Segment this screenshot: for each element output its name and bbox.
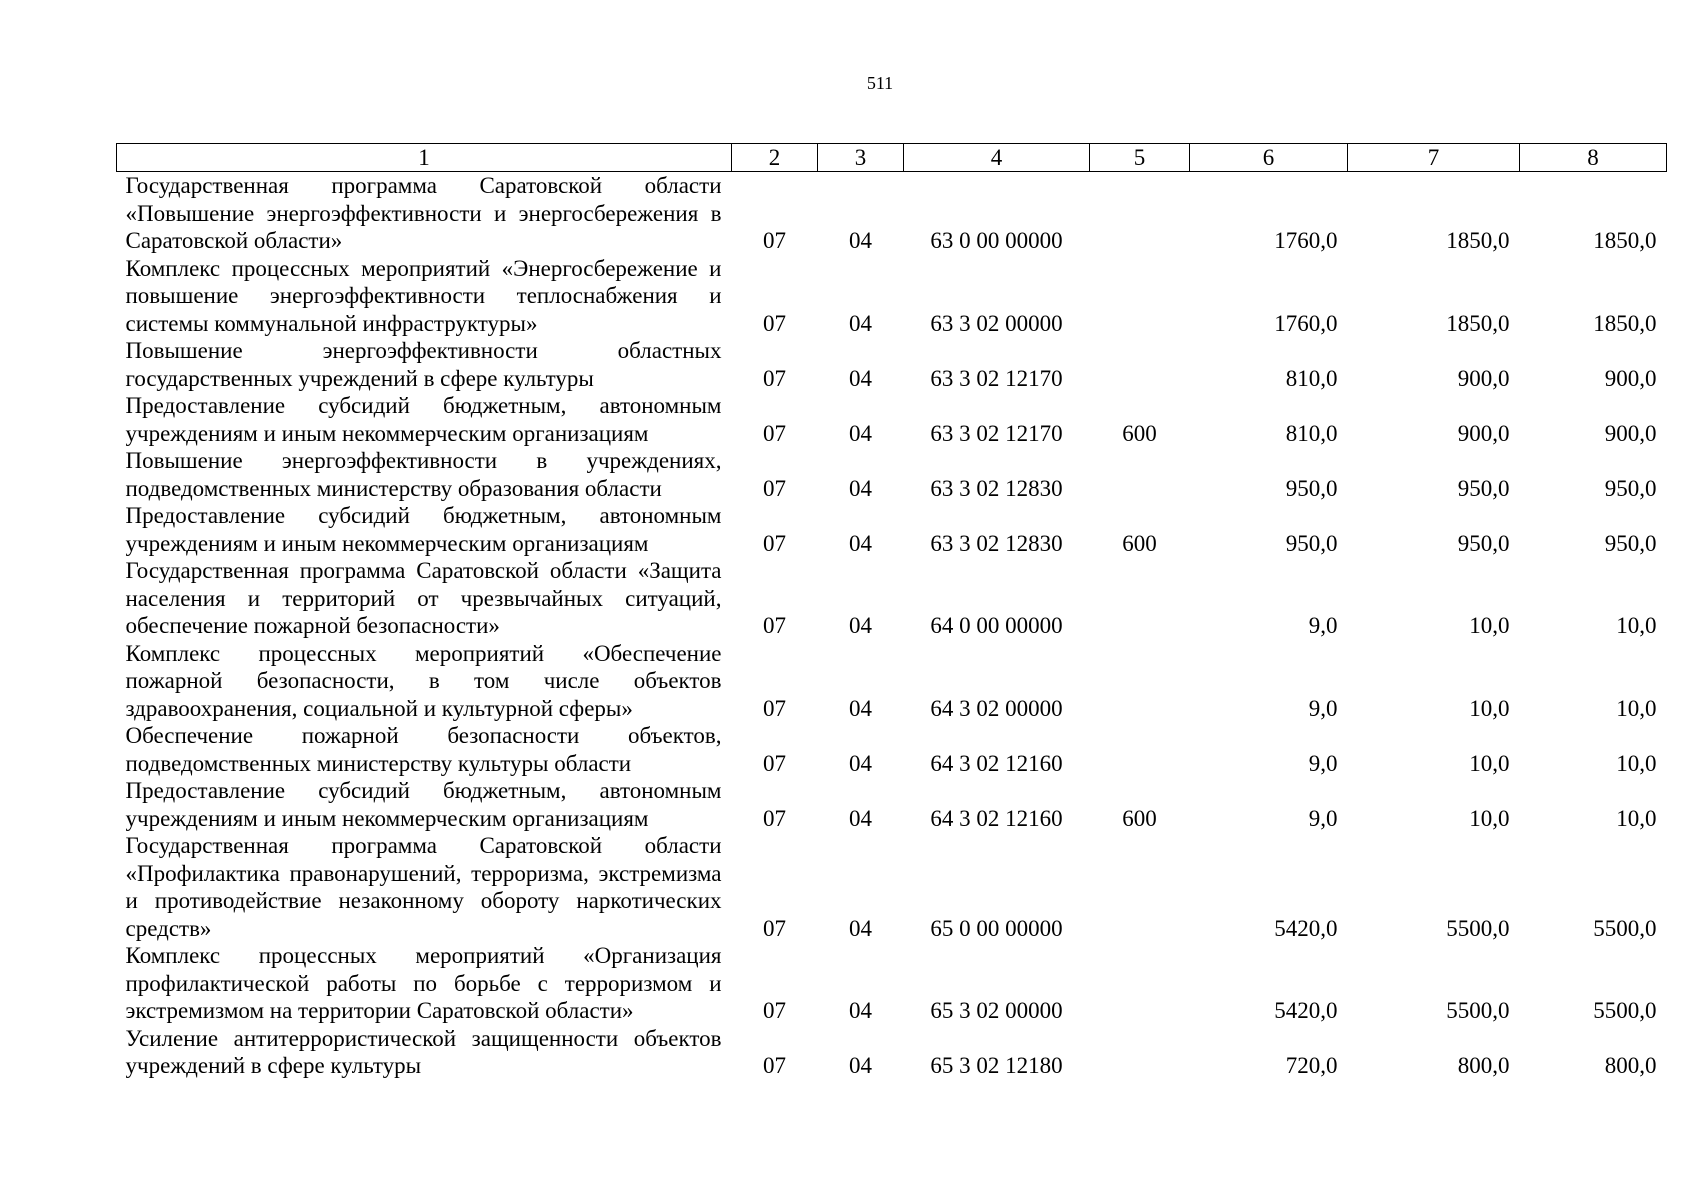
amount-col-7: 950,0 [1457,530,1510,556]
amount-col-7: 10,0 [1469,805,1510,831]
subsection-code: 04 [849,695,872,721]
expense-type-code [1090,942,1190,1025]
expense-type-code: 600 [1122,805,1157,831]
amount-col-6: 810,0 [1285,420,1338,446]
amount-col-8: 10,0 [1616,805,1657,831]
amount-col-6: 1760,0 [1274,228,1338,253]
expense-type-code [1090,557,1190,640]
expense-type-code [1090,172,1190,255]
column-header: 4 [904,144,1090,172]
subsection-code: 04 [849,310,872,336]
table-row [117,337,1667,392]
item-name: Усиление антитеррористической защищенности объектов учреждений в сфере культуры [125,1025,722,1078]
amount-col-6: 9,0 [1308,750,1338,776]
section-code: 07 [763,228,786,253]
column-header: 5 [1090,144,1190,172]
table-row [117,172,1667,255]
item-name: Государственная программа Саратовской области «Профилактика правонарушений, терроризма, экстремизма и противодействие незаконному обороту наркотических средств» [125,833,722,941]
subsection-code: 04 [849,750,872,776]
item-name: Повышение энергоэффективности областных государственных учреждений в сфере культуры [125,338,722,391]
section-code: 07 [763,1053,786,1078]
item-name: Предоставление субсидий бюджетным, автономным учреждениям и иным некоммерческим организациям [125,393,722,446]
expense-type-code: 600 [1122,420,1157,446]
amount-col-8: 10,0 [1616,750,1657,776]
section-code: 07 [763,365,786,391]
amount-col-7: 900,0 [1457,420,1510,446]
amount-col-8: 800,0 [1604,1053,1657,1078]
subsection-code: 04 [849,530,872,556]
subsection-code: 04 [849,365,872,391]
expense-type-code [1090,337,1190,392]
subsection-code: 04 [849,475,872,501]
column-header: 2 [732,144,818,172]
subsection-code: 04 [849,1053,872,1078]
item-name: Комплекс процессных мероприятий «Обеспечение пожарной безопасности, в том числе объектов здравоохранения, социальной и культурной сферы» [125,640,722,721]
item-name: Повышение энергоэффективности в учреждениях, подведомственных министерству образования области [125,448,722,501]
expense-type-code [1090,447,1190,502]
table-row [117,557,1667,640]
amount-col-6: 5420,0 [1274,915,1338,941]
amount-col-7: 5500,0 [1446,998,1510,1023]
amount-col-6: 720,0 [1285,1053,1338,1078]
column-header: 1 [117,144,732,172]
target-article-code: 65 0 00 00000 [930,915,1063,941]
section-code: 07 [763,998,786,1023]
amount-col-6: 9,0 [1308,805,1338,831]
target-article-code: 65 3 02 00000 [930,998,1063,1023]
target-article-code: 64 3 02 12160 [930,805,1063,831]
expense-type-code [1090,255,1190,338]
amount-col-8: 900,0 [1604,420,1657,446]
subsection-code: 04 [849,915,872,941]
column-header: 3 [818,144,904,172]
amount-col-7: 10,0 [1469,613,1510,638]
table-row [117,640,1667,723]
table-row [117,722,1667,777]
section-code: 07 [763,420,786,446]
amount-col-7: 1850,0 [1446,310,1510,336]
budget-table [116,143,1667,1080]
subsection-code: 04 [849,805,872,831]
section-code: 07 [763,530,786,556]
expense-type-code: 600 [1122,530,1157,556]
subsection-code: 04 [849,613,872,638]
table-row [117,392,1667,447]
table-row [117,777,1667,832]
amount-col-6: 950,0 [1285,530,1338,556]
amount-col-6: 5420,0 [1274,998,1338,1023]
amount-col-8: 1850,0 [1593,228,1657,253]
column-header: 6 [1190,144,1348,172]
item-name: Предоставление субсидий бюджетным, автономным учреждениям и иным некоммерческим организациям [125,503,722,556]
amount-col-6: 9,0 [1308,695,1338,721]
target-article-code: 63 3 02 12170 [930,420,1063,446]
section-code: 07 [763,695,786,721]
amount-col-7: 950,0 [1457,475,1510,501]
amount-col-8: 5500,0 [1593,998,1657,1023]
column-number-row [117,144,1667,172]
amount-col-7: 900,0 [1457,365,1510,391]
amount-col-6: 950,0 [1285,475,1338,501]
amount-col-8: 5500,0 [1593,915,1657,941]
amount-col-8: 10,0 [1616,695,1657,721]
amount-col-8: 950,0 [1604,530,1657,556]
amount-col-6: 1760,0 [1274,310,1338,336]
item-name: Комплекс процессных мероприятий «Энергосбережение и повышение энергоэффективности теплоснабжения и системы коммунальной инфраструктуры» [125,255,722,336]
column-header: 8 [1520,144,1667,172]
section-code: 07 [763,310,786,336]
amount-col-7: 10,0 [1469,750,1510,776]
table-row [117,447,1667,502]
item-name: Предоставление субсидий бюджетным, автономным учреждениям и иным некоммерческим организациям [125,778,722,831]
amount-col-8: 10,0 [1616,613,1657,638]
target-article-code: 64 3 02 12160 [930,750,1063,776]
target-article-code: 65 3 02 12180 [930,1053,1063,1078]
expense-type-code [1090,1025,1190,1080]
item-name: Государственная программа Саратовской области «Повышение энергоэффективности и энергосбережения в Саратовской области» [125,173,722,253]
subsection-code: 04 [849,228,872,253]
amount-col-6: 810,0 [1285,365,1338,391]
table-row [117,832,1667,942]
item-name: Обеспечение пожарной безопасности объектов, подведомственных министерству культуры области [125,723,722,776]
amount-col-6: 9,0 [1308,613,1338,638]
amount-col-7: 10,0 [1469,695,1510,721]
section-code: 07 [763,805,786,831]
amount-col-7: 1850,0 [1446,228,1510,253]
column-header: 7 [1348,144,1520,172]
table-row [117,1025,1667,1080]
target-article-code: 63 3 02 00000 [930,310,1063,336]
amount-col-7: 5500,0 [1446,915,1510,941]
subsection-code: 04 [849,420,872,446]
page-number: 511 [866,73,894,93]
subsection-code: 04 [849,998,872,1023]
amount-col-8: 1850,0 [1593,310,1657,336]
item-name: Государственная программа Саратовской области «Защита населения и территорий от чрезвычайных ситуаций, обеспечение пожарной безопасности» [125,558,722,638]
target-article-code: 63 3 02 12170 [930,365,1063,391]
amount-col-8: 950,0 [1604,475,1657,501]
section-code: 07 [763,475,786,501]
amount-col-7: 800,0 [1457,1053,1510,1078]
section-code: 07 [763,915,786,941]
amount-col-8: 900,0 [1604,365,1657,391]
table-row [117,255,1667,338]
item-name: Комплекс процессных мероприятий «Организация профилактической работы по борьбе с терроризмом и экстремизмом на территории Саратовской области» [125,943,722,1023]
section-code: 07 [763,613,786,638]
target-article-code: 64 3 02 00000 [930,695,1063,721]
target-article-code: 64 0 00 00000 [930,613,1063,638]
target-article-code: 63 0 00 00000 [930,228,1063,253]
expense-type-code [1090,832,1190,942]
target-article-code: 63 3 02 12830 [930,530,1063,556]
section-code: 07 [763,750,786,776]
expense-type-code [1090,722,1190,777]
expense-type-code [1090,640,1190,723]
target-article-code: 63 3 02 12830 [930,475,1063,501]
table-row [117,942,1667,1025]
table-row [117,502,1667,557]
